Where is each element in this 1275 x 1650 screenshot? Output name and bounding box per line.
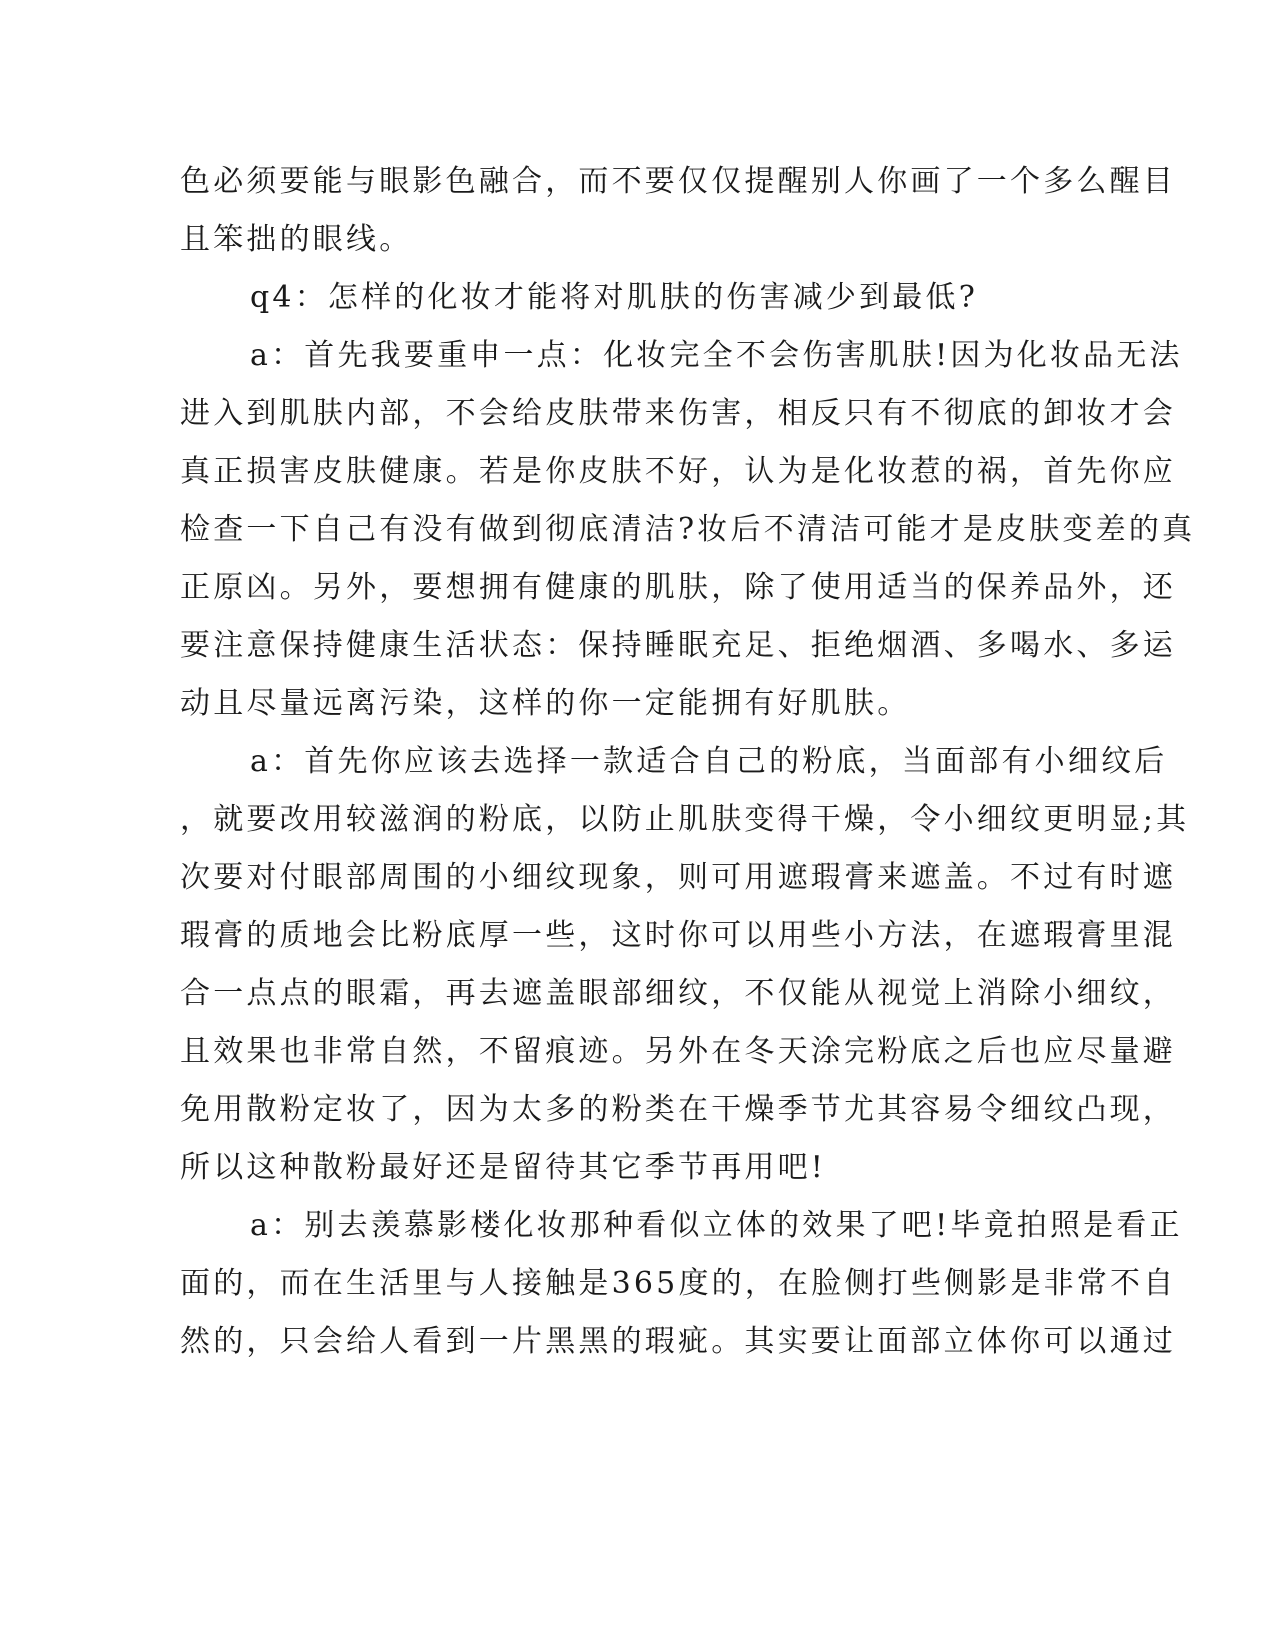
- text-line: 次要对付眼部周围的小细纹现象，则可用遮瑕膏来遮盖。不过有时遮: [180, 860, 1176, 895]
- text-line: 合一点点的眼霜，再去遮盖眼部细纹，不仅能从视觉上消除小细纹，: [180, 976, 1176, 1011]
- text-line: 所以这种散粉最好还是留待其它季节再用吧!: [180, 1150, 827, 1185]
- answer-line: a：别去羡慕影楼化妆那种看似立体的效果了吧!毕竟拍照是看正: [250, 1208, 1183, 1243]
- text-line: 然的，只会给人看到一片黑黑的瑕疵。其实要让面部立体你可以通过: [180, 1324, 1176, 1359]
- text-line: 动且尽量远离污染，这样的你一定能拥有好肌肤。: [180, 686, 911, 721]
- text-line: 正原凶。另外，要想拥有健康的肌肤，除了使用适当的保养品外，还: [180, 570, 1176, 605]
- question-line: q4：怎样的化妆才能将对肌肤的伤害减少到最低?: [250, 280, 978, 315]
- text-line: 且笨拙的眼线。: [180, 222, 413, 257]
- text-line: ，就要改用较滋润的粉底，以防止肌肤变得干燥，令小细纹更明显;其: [180, 802, 1190, 837]
- text-line: 真正损害皮肤健康。若是你皮肤不好，认为是化妆惹的祸，首先你应: [180, 454, 1176, 489]
- text-line: 面的，而在生活里与人接触是365度的，在脸侧打些侧影是非常不自: [180, 1266, 1177, 1301]
- answer-line: a：首先我要重申一点：化妆完全不会伤害肌肤!因为化妆品无法: [250, 338, 1183, 373]
- text-line: 检查一下自己有没有做到彻底清洁?妆后不清洁可能才是皮肤变差的真: [180, 512, 1196, 547]
- text-line: 且效果也非常自然，不留痕迹。另外在冬天涂完粉底之后也应尽量避: [180, 1034, 1176, 1069]
- text-line: 免用散粉定妆了，因为太多的粉类在干燥季节尤其容易令细纹凸现，: [180, 1092, 1176, 1127]
- text-line: 要注意保持健康生活状态：保持睡眠充足、拒绝烟酒、多喝水、多运: [180, 628, 1176, 663]
- text-line: 瑕膏的质地会比粉底厚一些，这时你可以用些小方法，在遮瑕膏里混: [180, 918, 1176, 953]
- text-line: 进入到肌肤内部，不会给皮肤带来伤害，相反只有不彻底的卸妆才会: [180, 396, 1176, 431]
- text-line: 色必须要能与眼影色融合，而不要仅仅提醒别人你画了一个多么醒目: [180, 164, 1176, 199]
- answer-line: a：首先你应该去选择一款适合自己的粉底，当面部有小细纹后: [250, 744, 1168, 779]
